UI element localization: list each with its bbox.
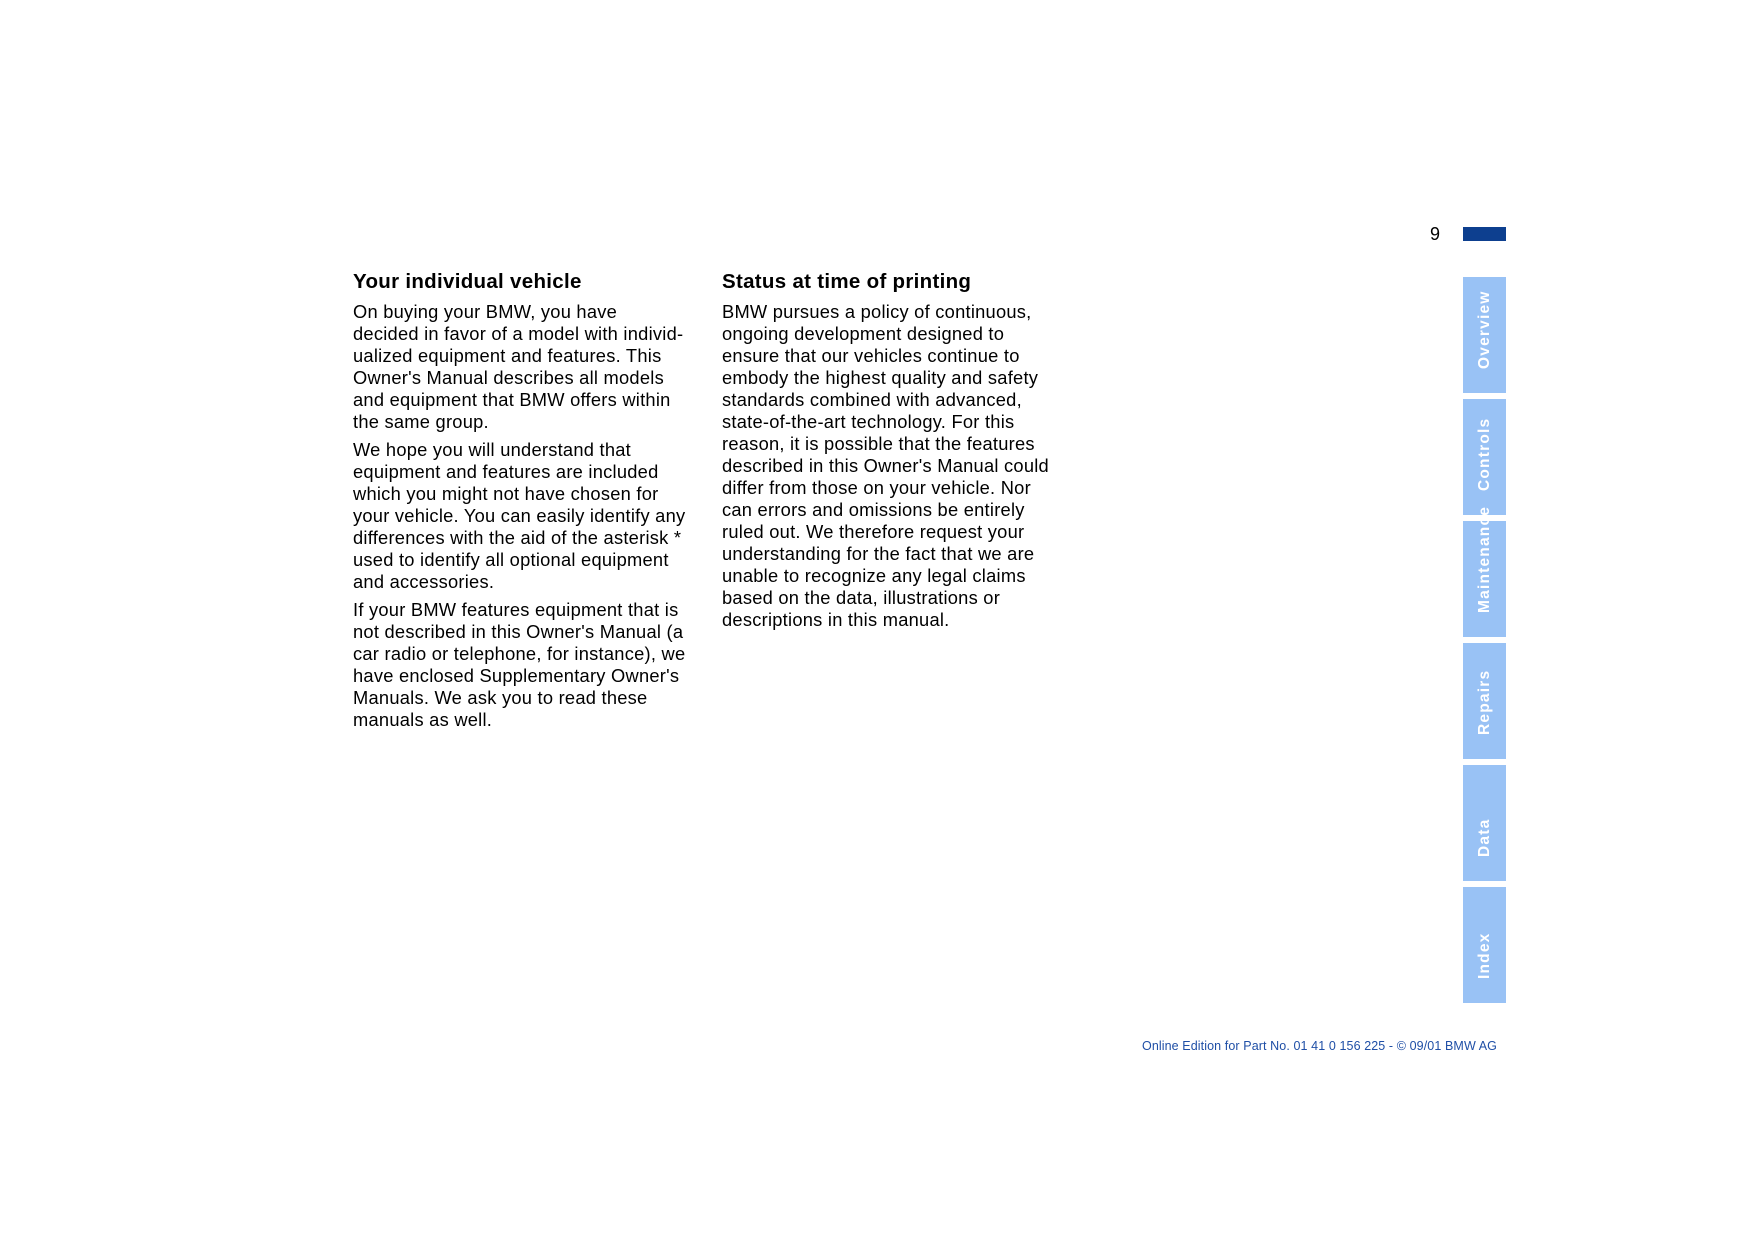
- page-marker-bar: [1463, 227, 1506, 241]
- footer-edition-note: Online Edition for Part No. 01 41 0 156 225 - © 09/01 BMW AG: [1142, 1039, 1497, 1053]
- section-heading: Your individual vehicle: [353, 270, 582, 293]
- tab-label: Maintenance: [1476, 505, 1493, 613]
- paragraph: BMW pursues a policy of continuous, ongoing development designed to ensure that our vehicles continue to embody the highest quality and safety standards combined with advanced, state-of-the-art technology. For this reason, it is possible that the features described in this Owner's Manual could differ from those on your vehicle. Nor can errors and omissions be entirely ruled out. We therefore request your understanding for the fact that we are unable to recognize any legal claims based on the data, illustrations or descriptions in this manual.: [722, 301, 1049, 630]
- tab-label: Overview: [1476, 290, 1493, 369]
- tab-label: Data: [1476, 818, 1493, 857]
- tab-maintenance[interactable]: [1463, 505, 1506, 637]
- paragraph: On buying your BMW, you have decided in favor of a model with individ- ualized equipment and features. This Owner's Manual describes all models and equipment that BMW offers within the same group.: [353, 301, 684, 432]
- tab-label: Repairs: [1476, 669, 1493, 735]
- column-status-printing: [722, 268, 1082, 637]
- paragraph: We hope you will understand that equipment and features are included which you might not have chosen for your vehicle. You can easily identify any differences with the aid of the asterisk * used to identify all optional equipment and accessories.: [353, 439, 686, 592]
- section-tabs: [1463, 277, 1506, 1003]
- column-individual-vehicle: [353, 268, 708, 737]
- tab-data[interactable]: [1463, 765, 1506, 881]
- tab-label: Controls: [1476, 417, 1493, 491]
- tab-repairs[interactable]: [1463, 643, 1506, 759]
- tab-controls[interactable]: [1463, 399, 1506, 515]
- section-heading: Status at time of printing: [722, 270, 972, 293]
- tab-index[interactable]: [1463, 887, 1506, 1003]
- page-number: 9: [1430, 224, 1441, 244]
- tab-overview[interactable]: [1463, 277, 1506, 393]
- tab-label: Index: [1476, 932, 1493, 979]
- paragraph: If your BMW features equipment that is not described in this Owner's Manual (a car radio or telephone, for instance), we have enclosed Supplementary Owner's Manuals. We ask you to read these manuals as well.: [353, 599, 686, 730]
